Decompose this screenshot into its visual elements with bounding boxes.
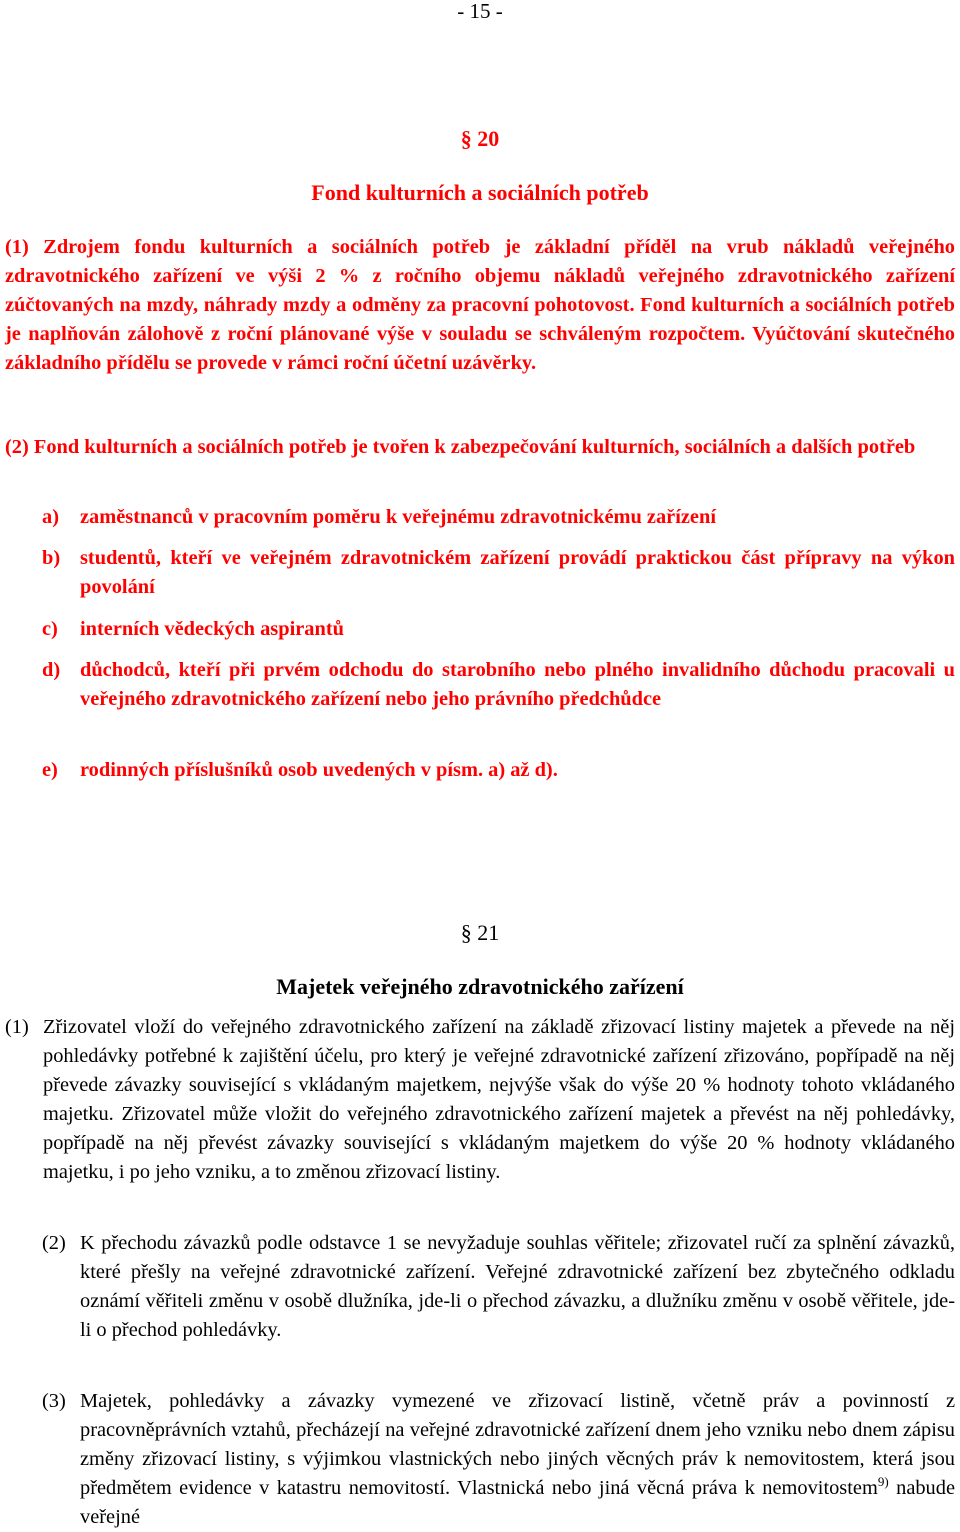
page-number: - 15 - bbox=[457, 0, 503, 23]
paragraph-1 bbox=[5, 1013, 955, 1216]
paragraph-label: (1) bbox=[5, 1016, 29, 1038]
section-20-heading: § 20 bbox=[460, 126, 500, 151]
list-item-c bbox=[42, 615, 955, 644]
paragraph-text: Zřizovatel vloží do veřejného zdravotnického zařízení na základě zřizovací listiny majetek a převede na něj pohledávky potřebné k zajištění účelu, pro který je veřejné zdravotnické zařízení zřizováno, popřípadě na něj převede závazky související s vkládaným majetkem, nejvýše však do výše 20 % hodnoty tohoto vkládaného majetku. Zřizovatel může vložit do veřejného zdravotnického zařízení majetek a převést na něj pohledávky, popřípadě na něj převést závazky související s vkládaným majetkem do výše 20 % hodnoty vkládaného majetku, i po jeho vzniku, a to změnou zřizovací listiny. bbox=[43, 1016, 955, 1183]
paragraph-text: K přechodu závazků podle odstavce 1 se nevyžaduje souhlas věřitele; zřizovatel ručí za splnění závazků, které přešly na veřejné zdravotnické zařízení. Veřejné zdravotnické zařízení bez zbytečného odkladu oznámí věřiteli změnu v osobě dlužníka, jde-li o přechod závazku, a dlužníku změnu v osobě věřitele, jde-li o přechod pohledávky. bbox=[80, 1232, 955, 1341]
list-text: rodinných příslušníků osob uvedených v písm. a) až d). bbox=[80, 759, 558, 781]
paragraph-label: (3) bbox=[42, 1390, 66, 1412]
list-label: e) bbox=[42, 759, 58, 781]
paragraph-text bbox=[80, 1387, 955, 1532]
section-20-title: Fond kulturních a sociálních potřeb bbox=[311, 180, 649, 205]
list-label: b) bbox=[42, 547, 61, 569]
list-label: c) bbox=[42, 618, 58, 640]
list-item-e bbox=[42, 756, 955, 785]
paragraph-text-continued: nabude veřejné bbox=[80, 1477, 956, 1528]
section-20-paragraph-2: (2) Fond kulturních a sociálních potřeb je tvořen k zabezpečování kulturních, sociálních a dalších potřeb bbox=[5, 436, 916, 458]
paragraph-2 bbox=[42, 1229, 955, 1374]
section-21-heading: § 21 bbox=[460, 920, 500, 945]
list-label: d) bbox=[42, 659, 61, 681]
list-text: důchodců, kteří při prvém odchodu do starobního nebo plného invalidního důchodu pracovali u veřejného zdravotnického zařízení nebo jeho právního předchůdce bbox=[80, 659, 955, 710]
paragraph-3 bbox=[42, 1387, 955, 1532]
footnote-reference[interactable]: 9) bbox=[877, 1474, 889, 1490]
list-text: zaměstnanců v pracovním poměru k veřejnému zdravotnickému zařízení bbox=[80, 506, 716, 528]
list-text: interních vědeckých aspirantů bbox=[80, 618, 344, 640]
paragraph-label: (2) bbox=[42, 1232, 66, 1254]
section-21-title: Majetek veřejného zdravotnického zařízení bbox=[276, 974, 684, 999]
section-20-paragraph-1: (1) Zdrojem fondu kulturních a sociálních potřeb je základní příděl na vrub nákladů veřejného zdravotnického zařízení ve výši 2 % z ročního objemu nákladů veřejného zdravotnického zařízení zúčtovaných na mzdy, náhrady mzdy a odměny za pracovní pohotovost. Fond kulturních a sociálních potřeb je naplňován zálohově z roční plánované výše v souladu se schváleným rozpočtem. Vyúčtování skutečného základního přídělu se provede v rámci roční účetní uzávěrky. bbox=[5, 236, 955, 374]
list-label: a) bbox=[42, 506, 59, 528]
paragraph-text-main: Majetek, pohledávky a závazky vymezené ve zřizovací listině, včetně práv a povinností z pracovněprávních vztahů, přecházejí na veřejné zdravotnické zařízení dnem jeho vzniku nebo dnem zápisu změny zřizovací listiny, s výjimkou vlastnických nebo jiných věcných práv k nemovitostem, která jsou předmětem evidence v katastru nemovitostí. Vlastnická nebo jiná věcná práva k nemovitostem bbox=[80, 1390, 955, 1499]
list-item-b bbox=[42, 544, 955, 602]
list-item-a bbox=[42, 503, 955, 532]
list-item-d bbox=[42, 656, 955, 743]
list-text: studentů, kteří ve veřejném zdravotnickém zařízení provádí praktickou část přípravy na výkon povolání bbox=[80, 547, 955, 598]
